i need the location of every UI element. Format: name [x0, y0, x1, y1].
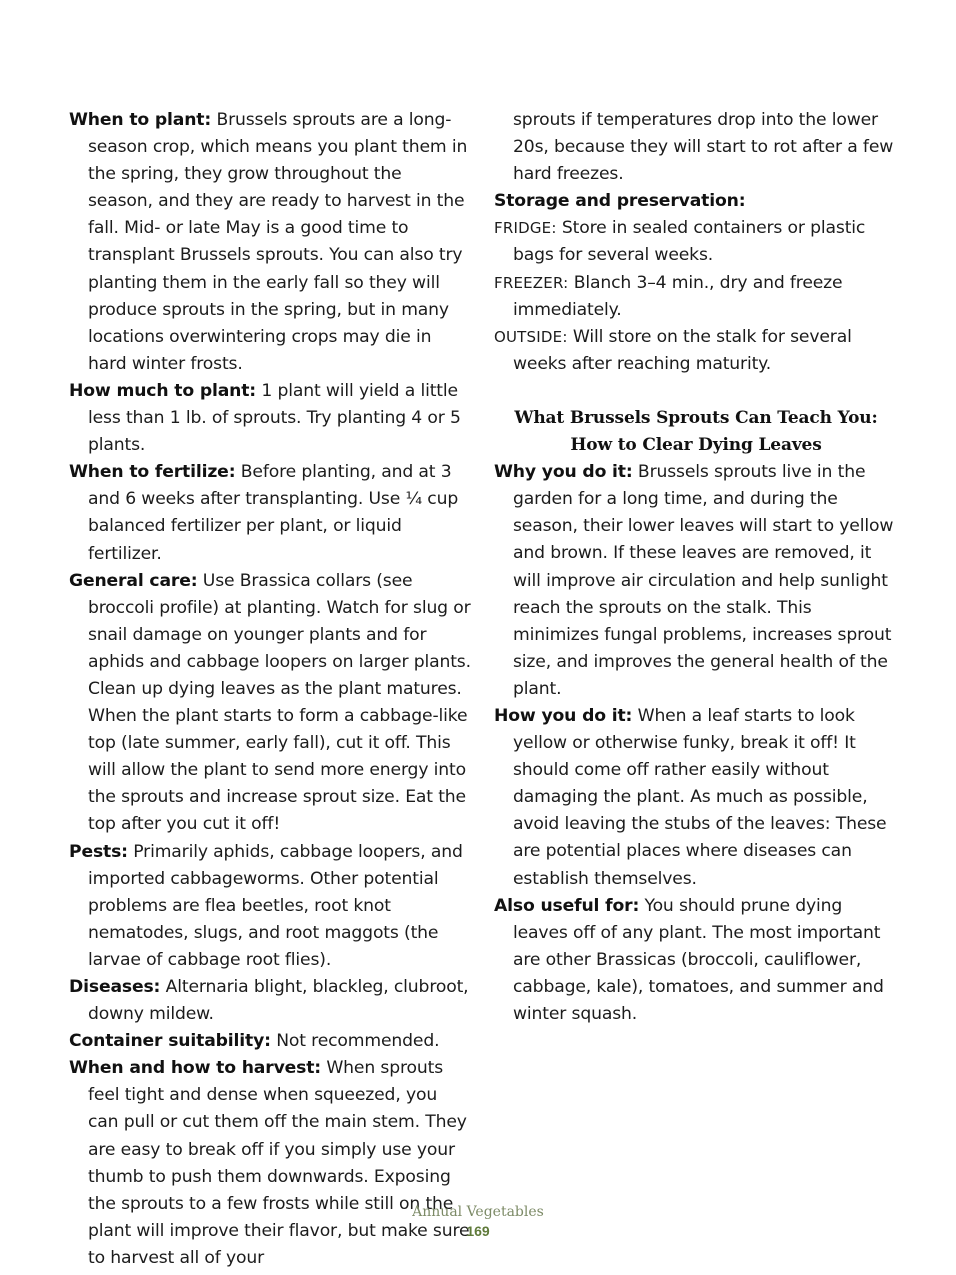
storage-heading-text: Storage and preservation: [494, 191, 746, 212]
storage-text: Blanch 3–4 min., dry and freeze immediately. [513, 272, 843, 320]
entry-label: When and how to harvest: [69, 1058, 321, 1079]
entry-label: Also useful for: [494, 895, 640, 916]
footer-section-title: Annual Vegetables [412, 1204, 544, 1220]
entry-how-you-do-it [494, 703, 898, 893]
entry-text: Brussels sprouts are a long-season crop, which means you plant them in the spring, they grow throughout the season, and they are ready to harvest in the fall. Mid- or late May is a good time to transplant Brussels sprouts. You can also try planting them in the early fall so they will produce sprouts in the spring, but in many locations overwintering crops may die in hard winter frosts. [88, 110, 468, 374]
entry-label: When to plant: [69, 110, 212, 130]
entry-when-to-fertilize [69, 459, 471, 567]
entry-when-and-how-to-harvest [69, 1055, 471, 1272]
storage-label: OUTSIDE: [494, 327, 568, 346]
entry-how-much-to-plant [69, 378, 471, 459]
right-column [494, 107, 898, 1028]
entry-text: 1 plant will yield a little less than 1 lb. of sprouts. Try planting 4 or 5 plants. [88, 380, 461, 456]
section-spacer [494, 378, 898, 405]
entry-when-to-plant [69, 107, 471, 378]
entry-label: General care: [69, 570, 198, 591]
sidebar-title-line1: What Brussels Sprouts Can Teach You: [514, 407, 878, 428]
entry-label: How much to plant: [69, 380, 257, 401]
entry-text: Alternaria blight, blackleg, clubroot, downy mildew. [88, 977, 469, 1025]
entry-diseases [69, 974, 471, 1028]
entry-text: When a leaf starts to look yellow or otherwise funky, break it off! It should come off rather easily without damaging the plant. As much as possible, avoid leaving the stubs of the leaves: These are potential places where diseases can establish themselves. [513, 705, 887, 889]
storage-text: Will store on the stalk for several weeks after reaching maturity. [513, 326, 852, 374]
entry-text: Before planting, and at 3 and 6 weeks after transplanting. Use ¼ cup balanced fertilizer per plant, or liquid fertilizer. [88, 462, 459, 564]
entry-container-suitability [69, 1028, 471, 1055]
sidebar-title-line2: How to Clear Dying Leaves [570, 435, 822, 456]
entry-pests [69, 839, 471, 974]
storage-label: FREEZER: [494, 273, 569, 292]
entry-text: Use Brassica collars (see broccoli profile) at planting. Watch for slug or snail damage on younger plants and for aphids and cabbage loopers on larger plants. Clean up dying leaves as the plant matures. When the plant starts to form a cabbage-like top (late summer, early fall), cut it off. This will allow the plant to send more energy into the sprouts and increase sprout size. Eat the top after you cut it off! [88, 570, 471, 835]
storage-freezer [494, 270, 898, 324]
entry-label: Container suitability: [69, 1031, 271, 1052]
entry-label: How you do it: [494, 705, 633, 726]
entry-label: Why you do it: [494, 462, 633, 483]
teaching-sidebar [494, 405, 898, 1028]
entry-label: Pests: [69, 841, 128, 862]
entry-text: Not recommended. [276, 1031, 440, 1052]
left-column [69, 107, 471, 1272]
entry-why-you-do-it [494, 459, 898, 703]
storage-outside [494, 324, 898, 378]
entry-text: When sprouts feel tight and dense when squeezed, you can pull or cut them off the main stem. They are easy to break off if you simply use your thumb to push them downwards. Exposing the sprouts to a few frosts while still on the plant will improve their flavor, but make sure to harvest all of your [88, 1058, 470, 1268]
entry-text: Primarily aphids, cabbage loopers, and imported cabbageworms. Other potential problems are flea beetles, root knot nematodes, slugs, and root maggots (the larvae of cabbage root flies). [88, 841, 463, 970]
storage-text: Store in sealed containers or plastic bags for several weeks. [513, 218, 866, 266]
storage-heading [494, 188, 898, 215]
entry-also-useful-for [494, 893, 898, 1028]
storage-fridge [494, 215, 898, 269]
entry-label: Diseases: [69, 977, 161, 997]
entry-label: When to fertilize: [69, 462, 236, 483]
harvest-continuation: sprouts if temperatures drop into the lower 20s, because they will start to rot after a few hard freezes. [513, 110, 894, 185]
page-number: 169 [466, 1223, 490, 1239]
storage-label: FRIDGE: [494, 219, 557, 238]
entry-text: You should prune dying leaves off of any plant. The most important are other Brassicas (broccoli, cauliflower, cabbage, kale), tomatoes, and summer and winter squash. [513, 895, 884, 1024]
entry-general-care [69, 568, 471, 839]
entry-text: Brussels sprouts live in the garden for a long time, and during the season, their lower leaves will start to yellow and brown. If these leaves are removed, it will improve air circulation and help sunlight reach the sprouts on the stalk. This minimizes fungal problems, increases sprout size, and improves the general health of the plant. [513, 462, 894, 699]
